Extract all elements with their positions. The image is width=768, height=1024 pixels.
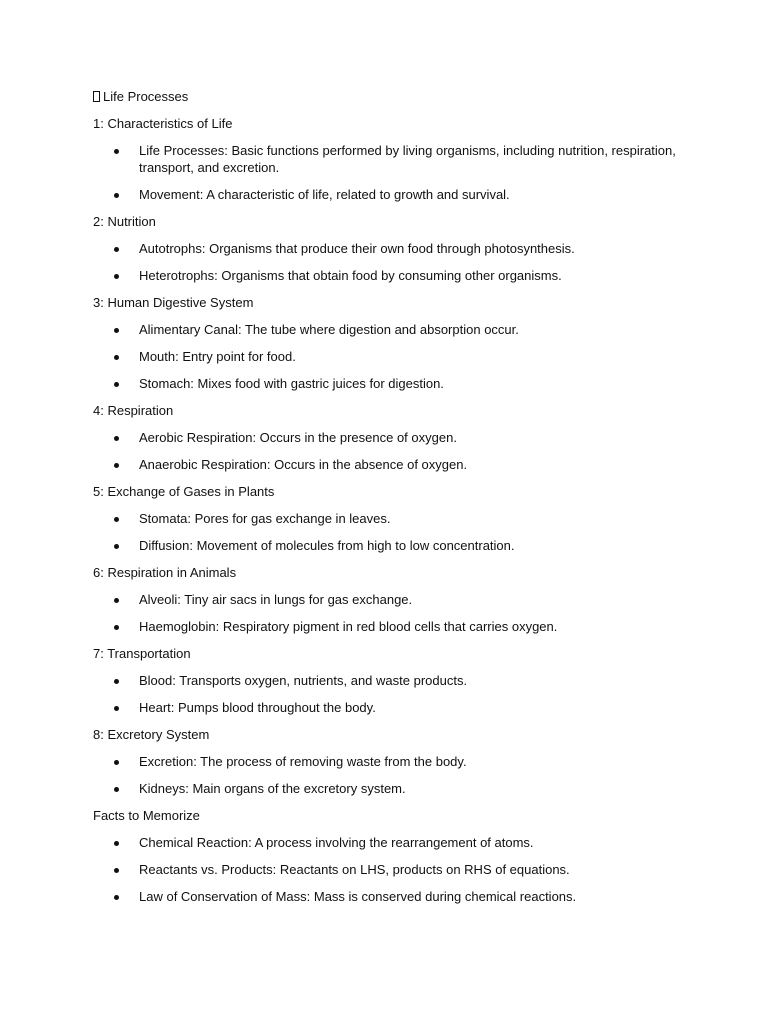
list-item bbox=[93, 591, 693, 608]
document-title-line bbox=[93, 88, 693, 105]
list-item-text: Chemical Reaction: A process involving the rearrangement of atoms. bbox=[139, 835, 534, 850]
sections-container bbox=[93, 115, 693, 905]
list-item bbox=[93, 753, 693, 770]
list-item bbox=[93, 834, 693, 851]
bullet-icon bbox=[114, 382, 119, 387]
list-item-text: Kidneys: Main organs of the excretory system. bbox=[139, 781, 406, 796]
bullet-icon bbox=[114, 149, 119, 154]
document-body bbox=[93, 88, 693, 915]
bullet-list bbox=[93, 753, 693, 797]
section-heading: 1: Characteristics of Life bbox=[93, 116, 233, 131]
bullet-icon bbox=[114, 706, 119, 711]
list-item-text: Diffusion: Movement of molecules from high to low concentration. bbox=[139, 538, 515, 553]
bullet-icon bbox=[114, 355, 119, 360]
list-item-text: Law of Conservation of Mass: Mass is conserved during chemical reactions. bbox=[139, 889, 577, 904]
list-item bbox=[93, 780, 693, 797]
bullet-list bbox=[93, 142, 693, 203]
list-item-text: Alimentary Canal: The tube where digestion and absorption occur. bbox=[139, 322, 519, 337]
bullet-icon bbox=[114, 679, 119, 684]
section-heading: 6: Respiration in Animals bbox=[93, 565, 237, 580]
list-item bbox=[93, 861, 693, 878]
bullet-icon bbox=[114, 787, 119, 792]
list-item-text: Heart: Pumps blood throughout the body. bbox=[139, 700, 376, 715]
list-item-text: Autotrophs: Organisms that produce their own food through photosynthesis. bbox=[139, 241, 575, 256]
list-item-text: Blood: Transports oxygen, nutrients, and waste products. bbox=[139, 673, 468, 688]
bullet-icon bbox=[114, 328, 119, 333]
list-item bbox=[93, 186, 693, 203]
list-item bbox=[93, 672, 693, 689]
bullet-icon bbox=[114, 436, 119, 441]
section bbox=[93, 807, 693, 905]
bullet-list bbox=[93, 672, 693, 716]
bullet-icon bbox=[114, 544, 119, 549]
bullet-icon bbox=[114, 463, 119, 468]
list-item-text: Alveoli: Tiny air sacs in lungs for gas exchange. bbox=[139, 592, 413, 607]
list-item bbox=[93, 537, 693, 554]
section bbox=[93, 726, 693, 797]
list-item-text: Stomata: Pores for gas exchange in leaves. bbox=[139, 511, 391, 526]
section-heading: 3: Human Digestive System bbox=[93, 295, 254, 310]
section-heading: Facts to Memorize bbox=[93, 808, 200, 823]
section bbox=[93, 483, 693, 554]
bullet-icon bbox=[114, 868, 119, 873]
list-item-text: Heterotrophs: Organisms that obtain food by consuming other organisms. bbox=[139, 268, 562, 283]
list-item bbox=[93, 375, 693, 392]
bullet-icon bbox=[114, 760, 119, 765]
section bbox=[93, 213, 693, 284]
list-item-text: Mouth: Entry point for food. bbox=[139, 349, 296, 364]
list-item-text: Stomach: Mixes food with gastric juices for digestion. bbox=[139, 376, 444, 391]
bullet-icon bbox=[114, 517, 119, 522]
list-item-text: Reactants vs. Products: Reactants on LHS, products on RHS of equations. bbox=[139, 862, 570, 877]
bullet-list bbox=[93, 591, 693, 635]
bullet-icon bbox=[114, 895, 119, 900]
section bbox=[93, 402, 693, 473]
list-item bbox=[93, 267, 693, 284]
list-item bbox=[93, 321, 693, 338]
list-item bbox=[93, 456, 693, 473]
list-item bbox=[93, 348, 693, 365]
list-item bbox=[93, 142, 693, 176]
list-item-text: Movement: A characteristic of life, related to growth and survival. bbox=[139, 187, 510, 202]
list-item-text: Anaerobic Respiration: Occurs in the absence of oxygen. bbox=[139, 457, 468, 472]
list-item-text: Excretion: The process of removing waste from the body. bbox=[139, 754, 467, 769]
list-item bbox=[93, 510, 693, 527]
bullet-icon bbox=[114, 625, 119, 630]
bullet-list bbox=[93, 429, 693, 473]
section-heading: 2: Nutrition bbox=[93, 214, 156, 229]
section-heading: 5: Exchange of Gases in Plants bbox=[93, 484, 275, 499]
list-item-text: Aerobic Respiration: Occurs in the presence of oxygen. bbox=[139, 430, 457, 445]
section bbox=[93, 294, 693, 392]
missing-glyph-icon bbox=[93, 91, 100, 102]
bullet-icon bbox=[114, 247, 119, 252]
bullet-icon bbox=[114, 598, 119, 603]
bullet-list bbox=[93, 510, 693, 554]
bullet-list bbox=[93, 834, 693, 905]
bullet-icon bbox=[114, 841, 119, 846]
list-item bbox=[93, 240, 693, 257]
list-item bbox=[93, 699, 693, 716]
section bbox=[93, 115, 693, 203]
list-item bbox=[93, 618, 693, 635]
list-item bbox=[93, 429, 693, 446]
bullet-list bbox=[93, 321, 693, 392]
section-heading: 4: Respiration bbox=[93, 403, 174, 418]
list-item-text: Life Processes: Basic functions performed by living organisms, including nutrition, respiration, transport, and excretion. bbox=[139, 143, 676, 175]
section-heading: 8: Excretory System bbox=[93, 727, 210, 742]
bullet-icon bbox=[114, 274, 119, 279]
section-heading: 7: Transportation bbox=[93, 646, 191, 661]
list-item bbox=[93, 888, 693, 905]
list-item-text: Haemoglobin: Respiratory pigment in red blood cells that carries oxygen. bbox=[139, 619, 558, 634]
section bbox=[93, 645, 693, 716]
section bbox=[93, 564, 693, 635]
bullet-icon bbox=[114, 193, 119, 198]
bullet-list bbox=[93, 240, 693, 284]
document-title: Life Processes bbox=[103, 89, 189, 104]
